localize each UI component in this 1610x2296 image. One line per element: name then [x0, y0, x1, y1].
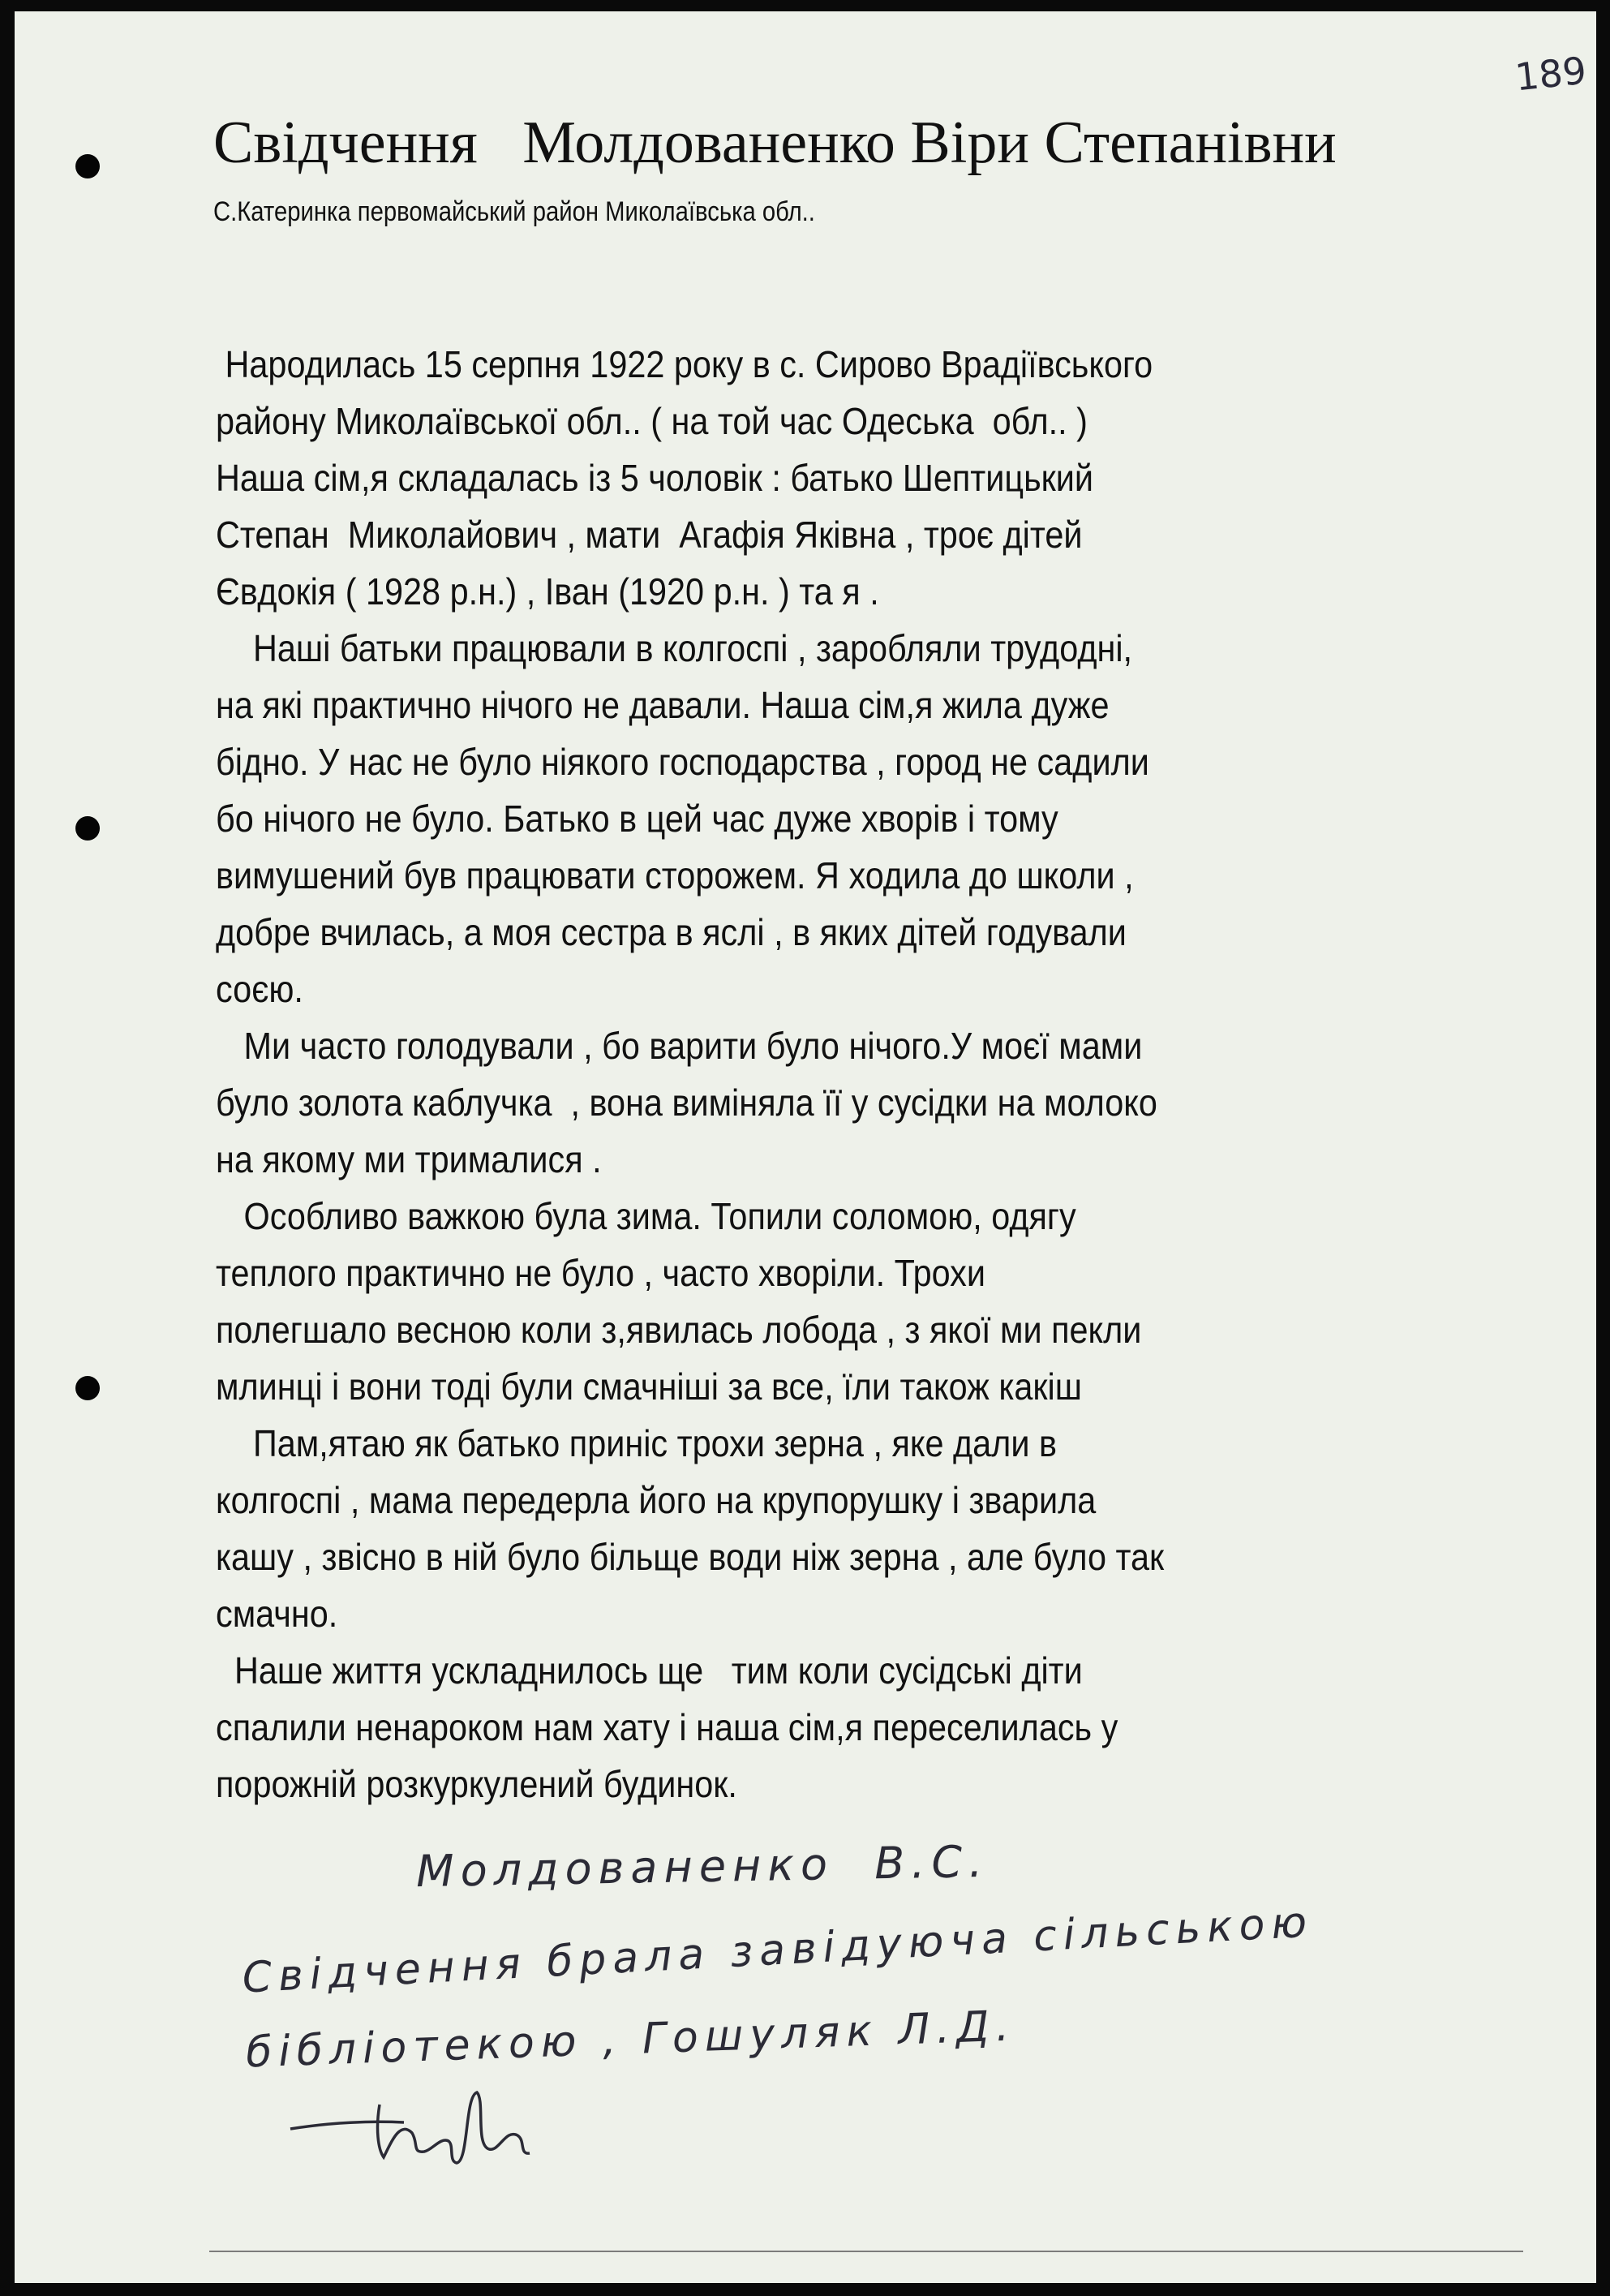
text-line: на які практично нічого не давали. Наша сім,я жила дуже [216, 684, 1110, 726]
text-line: Степан Миколайович , мати Агафія Яківна , троє дітей [216, 514, 1083, 556]
text-line: добре вчилась, а моя сестра в яслі , в яких дітей годували [216, 911, 1127, 953]
text-line: спалили ненароком нам хату і наша сім,я переселилась у [216, 1706, 1118, 1748]
handwritten-signature [282, 2072, 542, 2186]
text-line: Євдокія ( 1928 р.н.) , Іван (1920 р.н. ) та я . [216, 570, 879, 613]
text-line: району Миколаївської обл.. ( на той час Одеська обл.. ) [216, 400, 1088, 442]
text-line: колгоспі , мама передерла його на крупорушку і зварила [216, 1479, 1097, 1521]
text-line: Наші батьки працювали в колгоспі , заробляли трудодні, [216, 627, 1133, 669]
archive-page-number: 189 [1513, 48, 1589, 100]
text-line: млинці і вони тоді були смачніші за все, їли також какіш [216, 1365, 1082, 1408]
text-line: Народилась 15 серпня 1922 року в с. Сирово Врадіївського [216, 343, 1153, 385]
punch-hole-icon [75, 154, 100, 178]
text-line: смачно. [216, 1593, 338, 1635]
testimony-text [216, 336, 1457, 1812]
text-line: Наше життя ускладнилось ще тим коли сусідські діти [216, 1649, 1083, 1692]
text-line: Наша сім,я складалась із 5 чоловік : батько Шептицький [216, 457, 1094, 499]
handwritten-recorder-note: бібліотекою , Гошуляк Л.Д. [245, 2001, 1017, 2078]
divider [209, 2251, 1523, 2252]
text-line: було золота каблучка , вона виміняла її у сусідки на молоко [216, 1081, 1157, 1124]
text-line: полегшало весною коли з,явилась лобода , з якої ми пекли [216, 1309, 1142, 1351]
text-line: Пам,ятаю як батько приніс трохи зерна , яке дали в [216, 1422, 1057, 1464]
text-line: бо нічого не було. Батько в цей час дуже хворів і тому [216, 798, 1058, 840]
text-line: на якому ми трималися . [216, 1138, 602, 1180]
punch-hole-icon [75, 1376, 100, 1400]
handwritten-recorder-note: Свідчення брала завідуюча сільською [241, 1898, 1315, 2003]
text-line: Ми часто голодували , бо варити було нічого.У моєї мами [216, 1025, 1143, 1067]
page-title: Свідчення Молдованенко Віри Степанівни [213, 110, 1337, 176]
text-line: бідно. У нас не було ніякого господарства , город не садили [216, 741, 1149, 783]
text-line: порожній розкуркулений будинок. [216, 1763, 737, 1805]
text-line: вимушений був працювати сторожем. Я ходила до школи , [216, 854, 1134, 896]
location-line: С.Катеринка первомайський район Миколаївська обл.. [213, 196, 815, 227]
punch-hole-icon [75, 816, 100, 841]
text-line: кашу , звісно в ній було більще води ніж зерна , але було так [216, 1536, 1165, 1578]
document-page [15, 11, 1596, 2283]
text-line: Особливо важкою була зима. Топили соломою, одягу [216, 1195, 1076, 1237]
handwritten-signature-name: Молдованенко В.С. [415, 1835, 990, 1898]
text-line: соєю. [216, 968, 303, 1010]
text-line: теплого практично не було , часто хворіли. Трохи [216, 1252, 985, 1294]
